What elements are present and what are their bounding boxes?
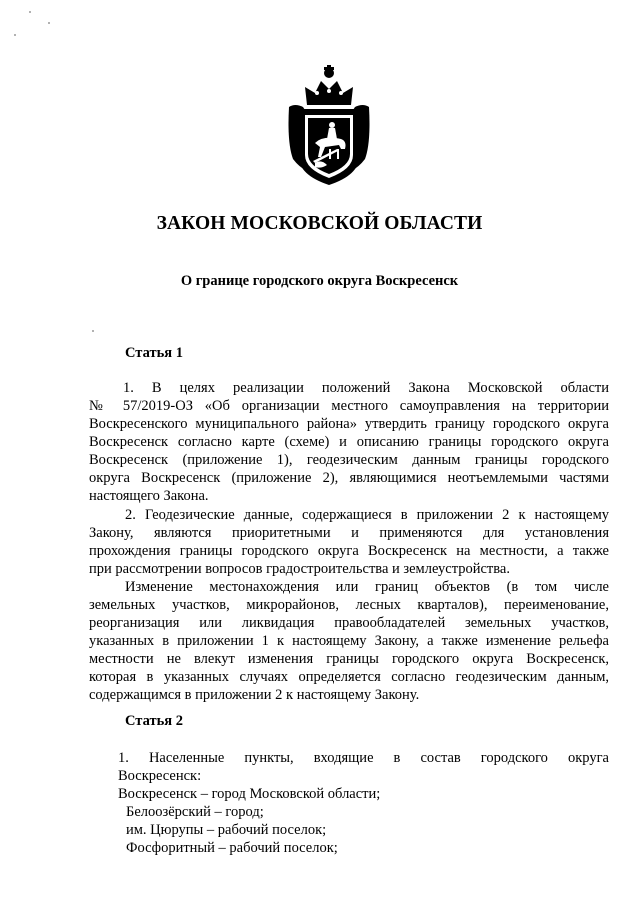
crown-icon bbox=[305, 65, 353, 105]
article-1-p3-line: местности не влекут изменения границы городского округа Воскресенск, bbox=[89, 651, 609, 667]
scan-speck bbox=[29, 11, 31, 13]
article-1-p3-line: которая в указанных случаях определяется согласно геодезическим данным, bbox=[89, 669, 609, 685]
article-1-p3-line: Изменение местонахождения или границ объектов (в том числе bbox=[125, 579, 609, 595]
article-1-p1-line: настоящего Закона. bbox=[89, 488, 209, 504]
article-1-heading: Статья 1 bbox=[125, 345, 183, 361]
document-title: ЗАКОН МОСКОВСКОЙ ОБЛАСТИ bbox=[156, 213, 483, 234]
article-1-p1-line: Воскресенского муниципального района» утвердить границу городского округа bbox=[89, 416, 609, 432]
article-1-p1-line: № 57/2019-ОЗ «Об организации местного самоуправления на территории bbox=[89, 398, 609, 414]
article-1-p3-line: земельных участков, микрорайонов, лесных кварталов), переименование, bbox=[89, 597, 609, 613]
article-1-p1-line: Воскресенск согласно карте (схеме) и описанию границы городского округа bbox=[89, 434, 609, 450]
scan-speck bbox=[14, 34, 16, 36]
article-1-p1-line: округа Воскресенск (приложение 2), являющимися неотъемлемыми частями bbox=[89, 470, 609, 486]
settlement-list-item: Белоозёрский – город; bbox=[126, 804, 264, 820]
article-1-p3-line: реорганизация или ликвидация правообладателей земельных участков, bbox=[89, 615, 609, 631]
article-1-p2-line: при рассмотрении вопросов градостроительства и землеустройства. bbox=[89, 561, 510, 577]
article-2-heading: Статья 2 bbox=[125, 713, 183, 729]
article-1-p1-line: Воскресенск (приложение 1), геодезическим данным границы городского bbox=[89, 452, 609, 468]
article-1-p2-line: прохождения границы городского округа Воскресенск на местности, а также bbox=[89, 543, 609, 559]
article-2-p1-line: Воскресенск: bbox=[118, 768, 202, 784]
article-2-p1-line: 1. Населенные пункты, входящие в состав городского округа bbox=[118, 750, 609, 766]
settlement-list-item: Воскресенск – город Московской области; bbox=[118, 786, 381, 802]
article-1-p1-line: 1. В целях реализации положений Закона Московской области bbox=[123, 380, 609, 396]
article-1-p3-line: содержащимся в приложении 2 к настоящему Закону. bbox=[89, 687, 420, 703]
article-1-p2-line: 2. Геодезические данные, содержащиеся в приложении 2 к настоящему bbox=[125, 507, 609, 523]
coat-of-arms-emblem bbox=[285, 63, 373, 187]
article-1-p3-line: указанных в приложении 1 к настоящему Закону, а также изменение рельефа bbox=[89, 633, 609, 649]
settlement-list-item: Фосфоритный – рабочий поселок; bbox=[126, 840, 338, 856]
article-1-p2-line: Закону, являются приоритетными и применяются для установления bbox=[89, 525, 609, 541]
document-subtitle: О границе городского округа Воскресенск bbox=[180, 273, 459, 289]
scan-speck bbox=[48, 22, 50, 24]
settlement-list-item: им. Цюрупы – рабочий поселок; bbox=[126, 822, 327, 838]
scan-speck bbox=[92, 330, 94, 332]
